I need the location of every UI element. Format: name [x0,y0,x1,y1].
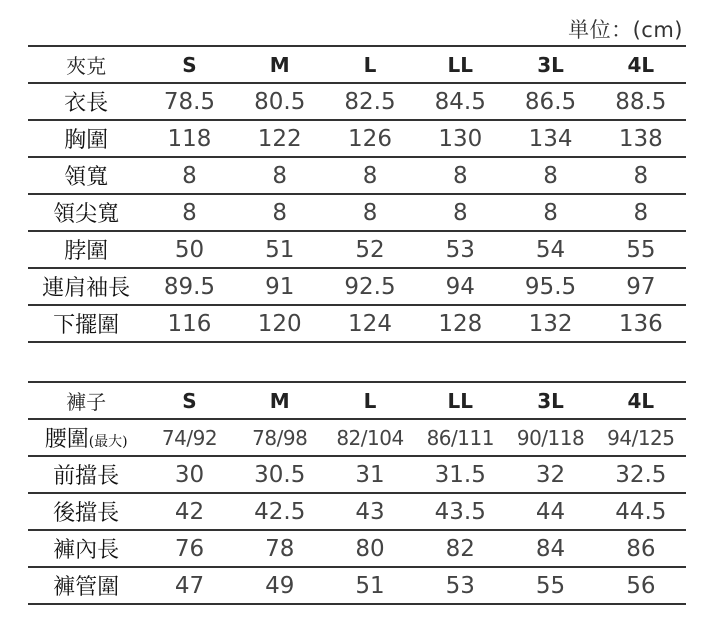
table-cell: 8 [325,157,415,194]
table-cell: 82.5 [325,83,415,120]
table-row [28,530,686,567]
table-cell: 130 [415,120,505,157]
table-row [28,120,686,157]
pants-size-table [28,381,686,605]
table-row [28,419,686,456]
table-cell: 32.5 [596,456,686,493]
table-row [28,305,686,342]
table-cell: 86.5 [505,83,595,120]
table-cell: 8 [505,157,595,194]
table-cell: 55 [505,567,595,604]
row-label: 領寬 [28,157,144,194]
size-header-m: M [235,46,325,83]
table-cell: 30 [144,456,234,493]
table-cell: 8 [235,157,325,194]
table-cell: 78.5 [144,83,234,120]
row-label: 前擋長 [28,456,144,493]
table-cell: 86/111 [415,419,505,456]
size-header-ll: LL [415,382,505,419]
row-label: 褲內長 [28,530,144,567]
size-header-4l: 4L [596,382,686,419]
row-label: 衣長 [28,83,144,120]
table-cell: 49 [235,567,325,604]
row-label: 脖圍 [28,231,144,268]
table-cell: 8 [415,157,505,194]
table-cell: 52 [325,231,415,268]
row-label: 胸圍 [28,120,144,157]
table-cell: 31.5 [415,456,505,493]
table-cell: 94 [415,268,505,305]
table-cell: 54 [505,231,595,268]
table-row [28,493,686,530]
table-cell: 116 [144,305,234,342]
table-cell: 42 [144,493,234,530]
table-cell: 128 [415,305,505,342]
row-label-note: (最大) [88,434,128,450]
table-cell: 134 [505,120,595,157]
size-header-l: L [325,46,415,83]
row-label [28,419,144,456]
size-header-s: S [144,382,234,419]
table-row [28,567,686,604]
table-row [28,456,686,493]
table-cell: 44.5 [596,493,686,530]
table-cell: 30.5 [235,456,325,493]
unit-label: 単位：(cm) [568,18,683,42]
table-cell: 90/118 [505,419,595,456]
table-cell: 32 [505,456,595,493]
table-cell: 94/125 [596,419,686,456]
table-cell: 8 [325,194,415,231]
table-cell: 51 [325,567,415,604]
table-cell: 51 [235,231,325,268]
table-cell: 8 [235,194,325,231]
table-cell: 92.5 [325,268,415,305]
table-cell: 55 [596,231,686,268]
table-cell: 76 [144,530,234,567]
size-header-4l: 4L [596,46,686,83]
table-cell: 74/92 [144,419,234,456]
row-label: 褲管圍 [28,567,144,604]
table-cell: 136 [596,305,686,342]
jacket-header-row [28,46,686,83]
table-cell: 84 [505,530,595,567]
table-cell: 8 [144,194,234,231]
table-row [28,83,686,120]
row-label: 領尖寬 [28,194,144,231]
size-header-3l: 3L [505,382,595,419]
table-cell: 91 [235,268,325,305]
table-cell: 78 [235,530,325,567]
table-cell: 8 [144,157,234,194]
table-cell: 82 [415,530,505,567]
table-cell: 88.5 [596,83,686,120]
table-cell: 42.5 [235,493,325,530]
table-cell: 8 [415,194,505,231]
pants-header-row [28,382,686,419]
pants-title: 褲子 [28,382,144,419]
table-cell: 56 [596,567,686,604]
size-header-ll: LL [415,46,505,83]
table-cell: 50 [144,231,234,268]
table-cell: 132 [505,305,595,342]
table-cell: 78/98 [235,419,325,456]
row-label-text: 腰圍 [44,427,89,452]
table-cell: 120 [235,305,325,342]
table-cell: 43.5 [415,493,505,530]
table-cell: 126 [325,120,415,157]
table-cell: 124 [325,305,415,342]
table-cell: 138 [596,120,686,157]
table-cell: 80.5 [235,83,325,120]
table-row [28,231,686,268]
size-header-s: S [144,46,234,83]
table-cell: 47 [144,567,234,604]
table-cell: 89.5 [144,268,234,305]
table-cell: 31 [325,456,415,493]
table-cell: 8 [596,157,686,194]
table-cell: 95.5 [505,268,595,305]
table-cell: 84.5 [415,83,505,120]
jacket-title: 夾克 [28,46,144,83]
row-label: 後擋長 [28,493,144,530]
table-cell: 97 [596,268,686,305]
table-row [28,268,686,305]
table-cell: 53 [415,231,505,268]
table-cell: 80 [325,530,415,567]
jacket-size-table [28,45,686,343]
table-cell: 82/104 [325,419,415,456]
table-cell: 53 [415,567,505,604]
table-cell: 86 [596,530,686,567]
size-header-m: M [235,382,325,419]
table-cell: 8 [596,194,686,231]
table-cell: 43 [325,493,415,530]
row-label: 下擺圍 [28,305,144,342]
table-cell: 44 [505,493,595,530]
size-header-l: L [325,382,415,419]
table-cell: 118 [144,120,234,157]
table-cell: 8 [505,194,595,231]
table-row [28,194,686,231]
size-header-3l: 3L [505,46,595,83]
table-row [28,157,686,194]
table-cell: 122 [235,120,325,157]
row-label: 連肩袖長 [28,268,144,305]
